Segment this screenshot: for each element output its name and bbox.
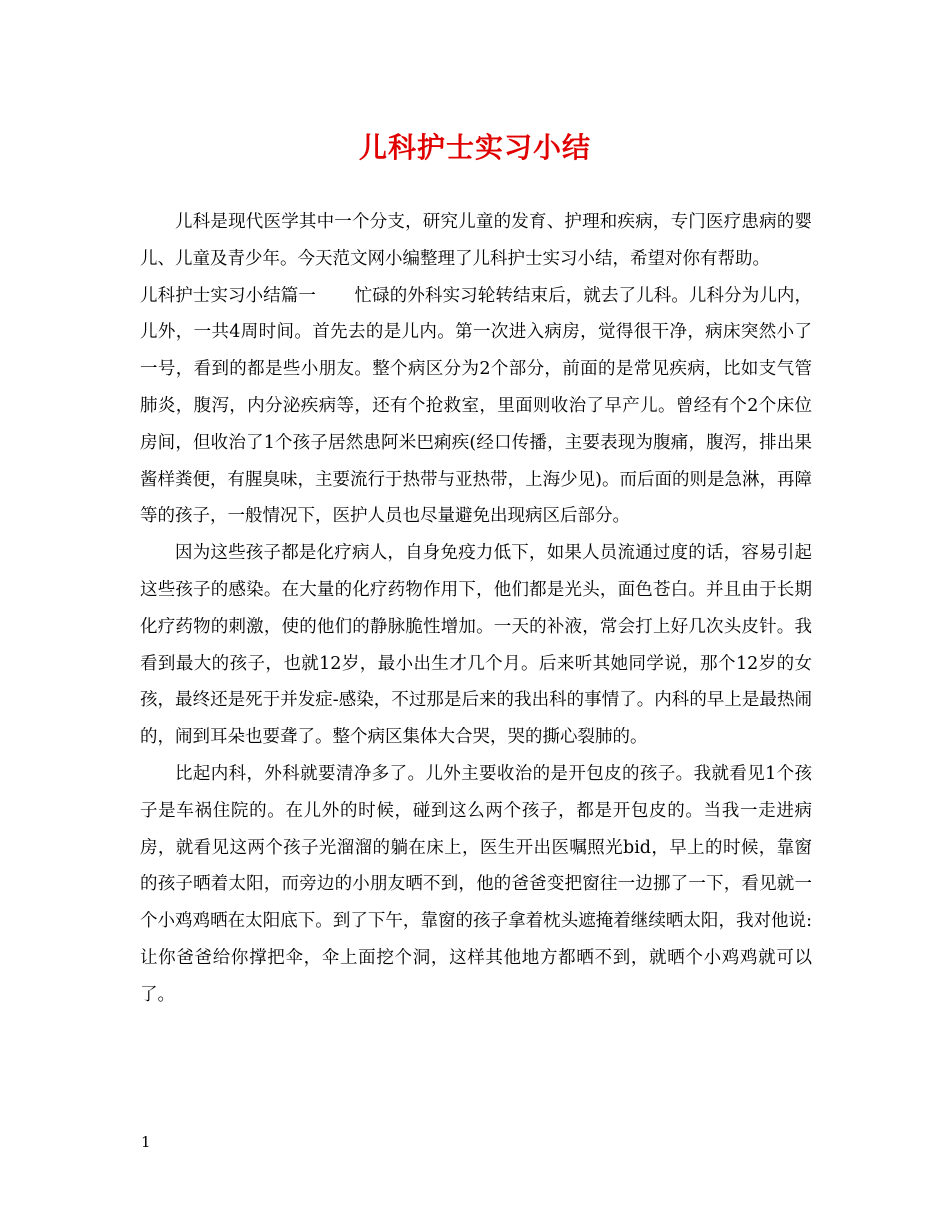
page-number: 1 [141, 1133, 151, 1151]
section-text: 忙碌的外科实习轮转结束后，就去了儿科。儿科分为儿内，儿外，一共4周时间。首先去的是儿内。第一次进入病房，觉得很干净，病床突然小了一号，看到的都是些小朋友。整个病区分为2个部分，前面的是常见疾病，比如支气管肺炎，腹泻，内分泌疾病等，还有个抢救室，里面则收治了早产儿。曾经有个2个床位房间，但收治了1个孩子居然患阿米巴痢疾(经口传播，主要表现为腹痛，腹泻，排出果酱样粪便，有腥臭味，主要流行于热带与亚热带，上海少见)。而后面的则是急淋，再障等的孩子，一般情况下，医护人员也尽量避免出现病区后部分。 [140, 285, 813, 527]
paragraph-chemo: 因为这些孩子都是化疗病人，自身免疫力低下，如果人员流通过度的话，容易引起这些孩子的感染。在大量的化疗药物作用下，他们都是光头，面色苍白。并且由于长期化疗药物的刺激，使的他们的静脉脆性增加。一天的补液，常会打上好几次头皮针。我看到最大的孩子，也就12岁，最小出生才几个月。后来听其她同学说，那个12岁的女孩，最终还是死于并发症-感染，不过那是后来的我出科的事情了。内科的早上是最热闹的，闹到耳朵也要聋了。整个病区集体大合哭，哭的撕心裂肺的。 [140, 543, 812, 748]
paragraph-intro: 儿科是现代医学其中一个分支，研究儿童的发育、护理和疾病，专门医疗患病的婴儿、儿童及青少年。今天范文网小编整理了儿科护士实习小结，希望对你有帮助。 [140, 212, 812, 269]
paragraph-surgery: 比起内科，外科就要清净多了。儿外主要收治的是开包皮的孩子。我就看见1个孩子是车祸住院的。在儿外的时候，碰到这么两个孩子，都是开包皮的。当我一走进病房，就看见这两个孩子光溜溜的躺在床上，医生开出医嘱照光bid，早上的时候，靠窗的孩子晒着太阳，而旁边的小朋友晒不到，他的爸爸变把窗往一边挪了一下，看见就一个小鸡鸡晒在太阳底下。到了下午，靠窗的孩子拿着枕头遮掩着继续晒太阳，我对他说:让你爸爸给你撑把伞，伞上面挖个洞，这样其他地方都晒不到，就晒个小鸡鸡就可以了。 [140, 763, 812, 1005]
section-heading: 儿科护士实习小结篇一 [140, 285, 316, 306]
document-title: 儿科护士实习小结 [358, 131, 591, 164]
document-body [140, 204, 812, 1014]
paragraph-section-one [140, 278, 812, 536]
